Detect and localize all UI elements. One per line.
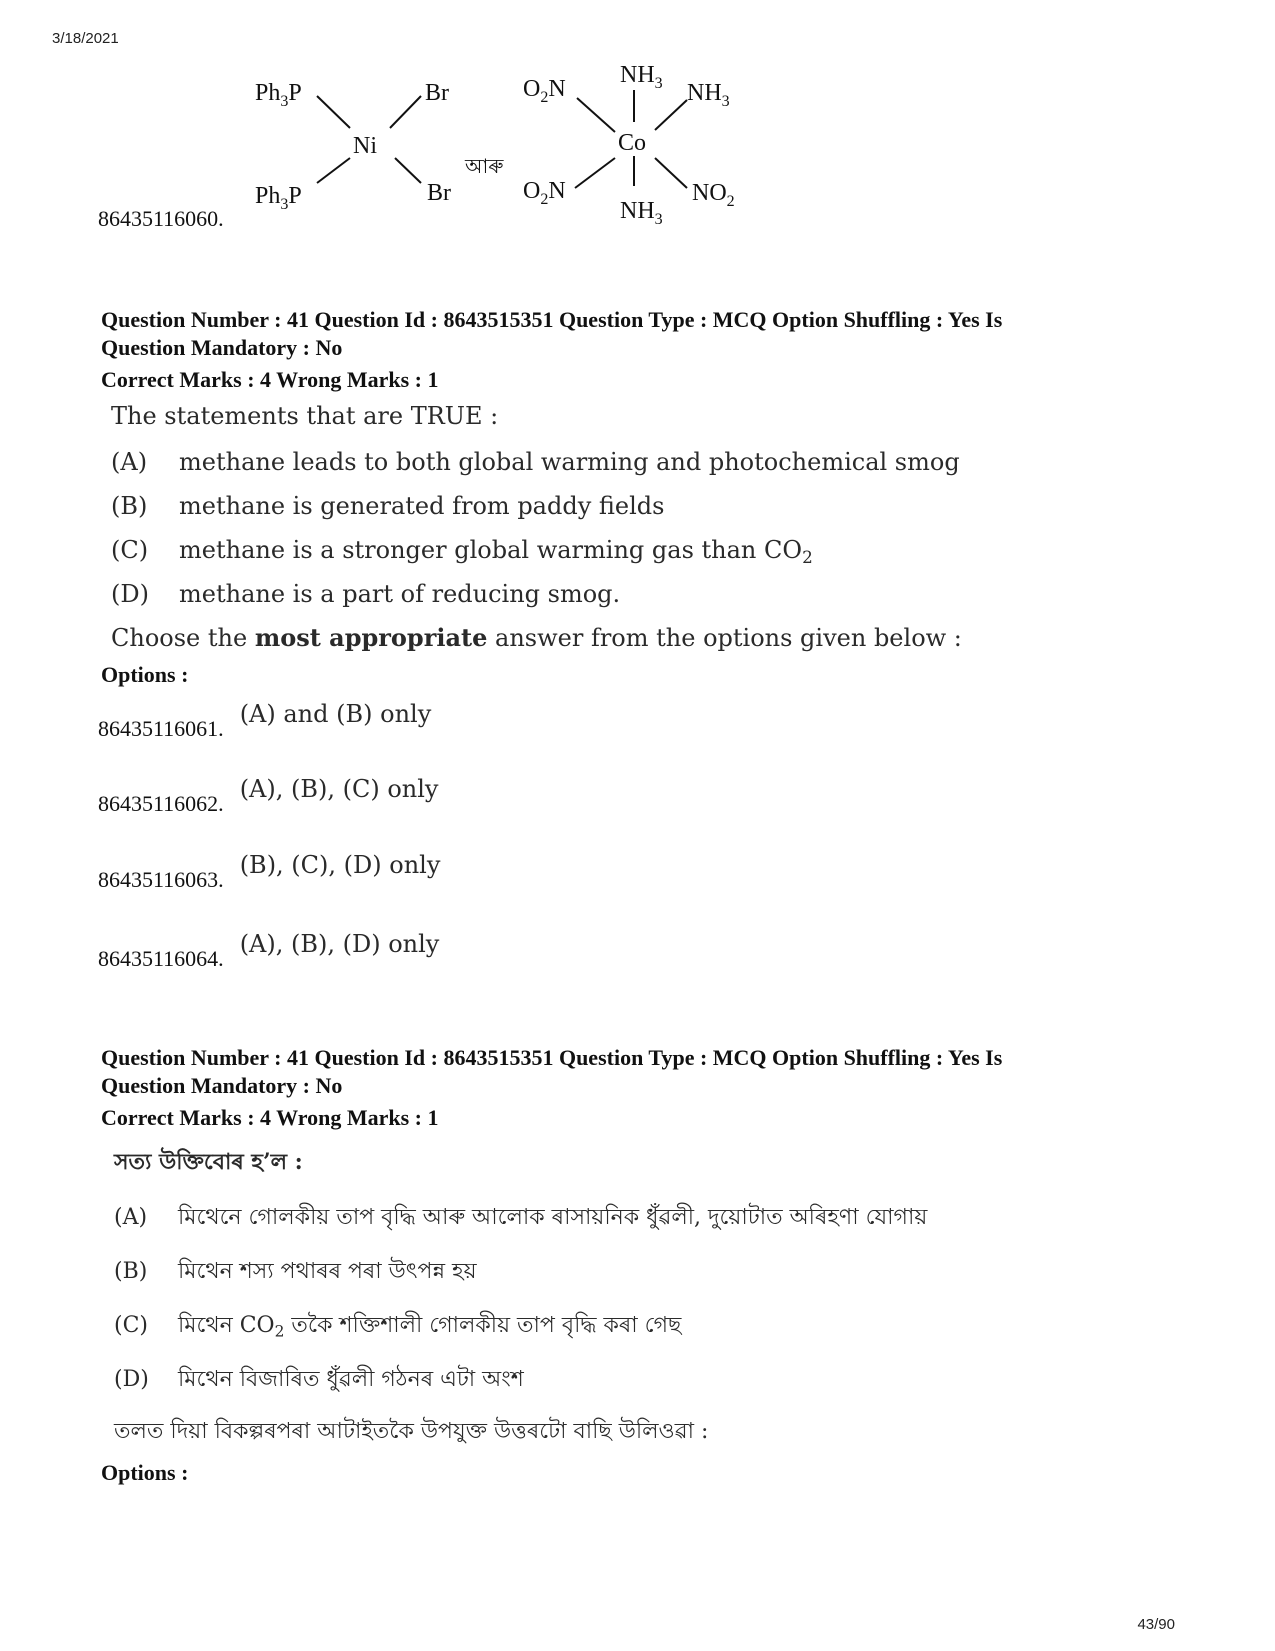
statement-letter: (C) — [114, 1313, 148, 1338]
question-marks: Correct Marks : 4 Wrong Marks : 1 — [101, 1105, 439, 1130]
statement-c — [114, 1308, 681, 1345]
statement-text: মিথেন CO — [178, 1313, 275, 1338]
question-header-line1: Question Number : 41 Question Id : 8643515351 Question Type : MCQ Option Shuffling : Yes Is — [101, 307, 1003, 332]
ni-ligand-bottom-left: $Ph_3P$ — [255, 183, 302, 213]
option-2[interactable] — [98, 775, 439, 816]
statement-text: মিথেনে গোলকীয় তাপ বৃদ্ধি আৰু আলোক ৰাসায়নিক ধুঁৱলী, দুয়োটাত অৰিহণা যোগায় — [178, 1205, 928, 1230]
question-stem-intro: The statements that are TRUE : — [111, 402, 499, 430]
statement-letter: (C) — [111, 536, 149, 564]
option-id: 86435116063. — [98, 867, 224, 892]
co-ligand-bottom-left: $O_2N$ — [523, 178, 566, 208]
question-header-1 — [101, 306, 1211, 394]
statement-text: মিথেন শস্য পথাৰৰ পৰা উৎপন্ন হয় — [178, 1259, 477, 1284]
co-center: Co — [618, 130, 647, 156]
option-text: (A), (B), (C) only — [239, 775, 439, 803]
statement-text: methane is a stronger global warming gas than CO — [179, 536, 803, 564]
statement-text: methane leads to both global warming and photochemical smog — [179, 448, 960, 476]
option-id: 86435116061. — [98, 716, 224, 741]
question-header-line2: Question Mandatory : No — [101, 335, 343, 360]
question-header-line2: Question Mandatory : No — [101, 1073, 343, 1098]
option-text: (A) and (B) only — [239, 700, 432, 728]
statement-c — [111, 536, 813, 567]
statement-letter: (A) — [114, 1205, 148, 1230]
ni-ligand-top-right: Br — [425, 80, 449, 106]
question-marks: Correct Marks : 4 Wrong Marks : 1 — [101, 367, 439, 392]
option-id: 86435116062. — [98, 791, 224, 816]
conjunction-text: আৰু — [465, 156, 504, 178]
co-ligand-top: $NH_3$ — [620, 62, 663, 92]
co-ligand-top-right: $NH_3$ — [687, 80, 730, 110]
question-instruction: তলত দিয়া বিকল্পৰপৰা আটাইতকৈ উপযুক্ত উত্তৰটো বাছি উলিওৱা : — [114, 1419, 709, 1444]
question-header-2 — [101, 1044, 1211, 1132]
option-text: (A), (B), (D) only — [239, 930, 440, 958]
statement-letter: (A) — [111, 448, 148, 476]
co-ligand-bottom: $NH_3$ — [620, 198, 663, 228]
statement-letter: (B) — [111, 492, 148, 520]
statement-letter: (D) — [111, 580, 149, 608]
option-1[interactable] — [98, 700, 432, 741]
statement-text-cont: তকৈ শক্তিশালী গোলকীয় তাপ বৃদ্ধি কৰা গেছ — [284, 1313, 682, 1338]
options-label: Options : — [101, 1460, 189, 1485]
co-complex — [523, 62, 735, 228]
statement-text: methane is a part of reducing smog. — [179, 580, 621, 608]
statement-subscript: 2 — [274, 1322, 285, 1341]
option-4[interactable] — [98, 930, 440, 971]
chemical-structures-image — [255, 58, 775, 228]
option-id: 86435116064. — [98, 946, 224, 971]
statement-b — [114, 1254, 477, 1291]
ni-complex — [255, 80, 451, 213]
statement-letter: (D) — [114, 1367, 149, 1392]
page-number: 43/90 — [1137, 1616, 1175, 1633]
question-instruction: Choose the most appropriate answer from the options given below : — [111, 623, 962, 652]
ni-ligand-top-left: $Ph_3P$ — [255, 80, 302, 110]
statement-d — [111, 580, 620, 608]
instruction-emphasis: most appropriate — [254, 623, 488, 652]
ni-ligand-bottom-right: Br — [427, 180, 451, 206]
statement-d — [114, 1362, 524, 1399]
statement-text: মিথেন বিজাৰিত ধুঁৱলী গঠনৰ এটা অংশ — [178, 1367, 524, 1392]
print-date: 3/18/2021 — [52, 30, 119, 47]
statement-a — [111, 448, 960, 476]
co-ligand-bottom-right: $NO_2$ — [692, 180, 735, 210]
options-label: Options : — [101, 662, 189, 687]
statement-letter: (B) — [114, 1259, 148, 1284]
ni-center: Ni — [353, 133, 377, 159]
option-3[interactable] — [98, 851, 441, 892]
previous-option-id: 86435116060. — [98, 206, 224, 231]
co-ligand-top-left: $O_2N$ — [523, 76, 566, 106]
question-stem-intro: সত্য উক্তিবোৰ হ’ল : — [114, 1149, 303, 1175]
question-header-line1: Question Number : 41 Question Id : 8643515351 Question Type : MCQ Option Shuffling : Yes Is — [101, 1045, 1003, 1070]
statement-text: methane is generated from paddy fields — [179, 492, 665, 520]
statement-a — [114, 1200, 927, 1237]
option-text: (B), (C), (D) only — [239, 851, 441, 879]
statement-b — [111, 492, 664, 520]
statement-subscript: 2 — [802, 547, 813, 568]
